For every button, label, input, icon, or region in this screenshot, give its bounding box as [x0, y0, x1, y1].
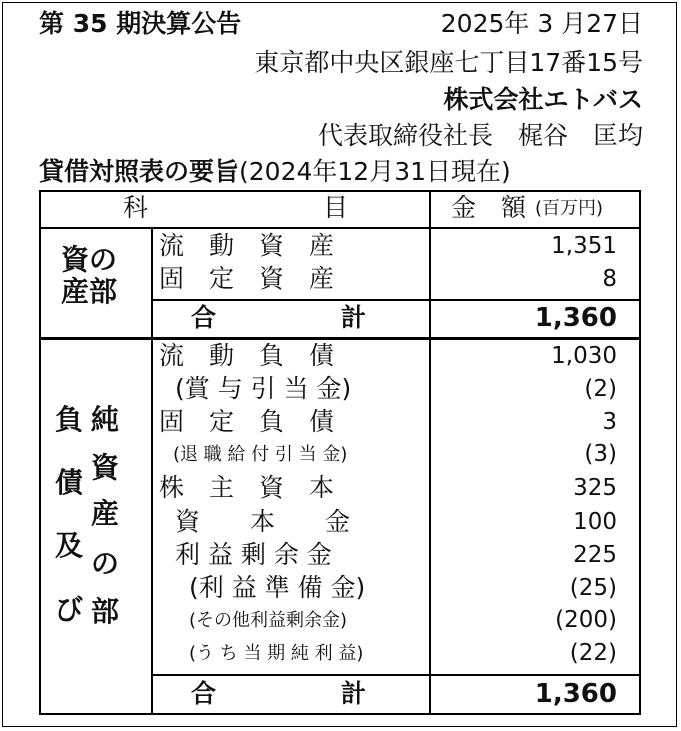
company-name: 株式会社エトバス: [443, 85, 643, 114]
fixed-assets-value: 8: [602, 266, 617, 292]
current-liabilities-label: 流 動 負 債: [159, 341, 335, 370]
assets-section-label-2: 産部: [61, 275, 118, 308]
legal-reserve-value: (25): [569, 575, 617, 601]
fixed-liabilities-value: 3: [602, 409, 617, 435]
current-liabilities-value: 1,030: [551, 343, 617, 369]
retirement-reserve-value: (3): [584, 441, 617, 467]
shareholders-equity-value: 325: [573, 475, 617, 501]
retirement-reserve-label: (退 職 給 付 引 当 金): [173, 444, 348, 465]
liabilities-label-1: 負: [55, 403, 84, 436]
unit-label: (百万円): [535, 198, 604, 219]
amount-header: 金 額: [451, 193, 527, 222]
assets-section-label-1: 資の: [61, 243, 118, 276]
amount-column-divider: [429, 192, 431, 713]
representative: 代表取締役社長 梶谷 匡均: [317, 121, 643, 150]
balance-sheet-table: [39, 190, 641, 715]
legal-reserve-label: (利 益 準 備 金): [189, 573, 366, 602]
assets-total-value: 1,360: [534, 303, 617, 333]
capital-label: 資 本 金: [175, 507, 351, 536]
retained-earnings-label: 利 益 剰 余 金: [175, 540, 332, 569]
bonus-reserve-label: (賞 与 引 当 金): [175, 374, 352, 403]
fixed-assets-label: 固 定 資 産: [159, 264, 335, 293]
section-divider: [41, 337, 639, 340]
liabilities-total-label: 合 計: [191, 679, 367, 708]
header-divider: [41, 227, 639, 229]
company-address: 東京都中央区銀座七丁目17番15号: [254, 48, 643, 77]
other-retained-earnings-label: (その他利益剰余金): [189, 610, 348, 631]
net-income-label: (う ち 当 期 純 利 益): [189, 643, 364, 664]
term-title: 第 35 期決算公告: [39, 9, 242, 38]
as-of-date: (2024年12月31日現在): [239, 157, 511, 186]
liabilities-total-divider: [151, 674, 639, 676]
item-header: 科 目: [123, 193, 349, 222]
net-assets-label-5: 部: [91, 595, 120, 628]
assets-total-divider: [151, 299, 639, 301]
doc-title-text: 貸借対照表の要旨: [39, 157, 240, 186]
liabilities-label-2: 債: [55, 466, 84, 499]
net-assets-label-3: 産: [91, 497, 120, 530]
liabilities-total-value: 1,360: [534, 679, 617, 709]
notice-date: 2025年 3 月27日: [440, 9, 643, 38]
assets-total-label: 合 計: [191, 303, 367, 332]
net-income-value: (22): [569, 640, 617, 666]
net-assets-label-4: の: [91, 547, 120, 580]
liabilities-label-4: び: [55, 593, 84, 626]
capital-value: 100: [573, 509, 617, 535]
liabilities-label-3: 及: [55, 529, 84, 562]
net-assets-label-1: 純: [91, 403, 120, 436]
current-assets-value: 1,351: [551, 233, 617, 259]
other-retained-earnings-value: (200): [555, 607, 617, 633]
shareholders-equity-label: 株 主 資 本: [159, 473, 335, 502]
current-assets-label: 流 動 資 産: [159, 231, 335, 260]
retained-earnings-value: 225: [573, 542, 617, 568]
net-assets-label-2: 資: [91, 451, 120, 484]
fixed-liabilities-label: 固 定 負 債: [159, 407, 335, 436]
bonus-reserve-value: (2): [584, 376, 617, 402]
doc-title: [39, 158, 511, 186]
